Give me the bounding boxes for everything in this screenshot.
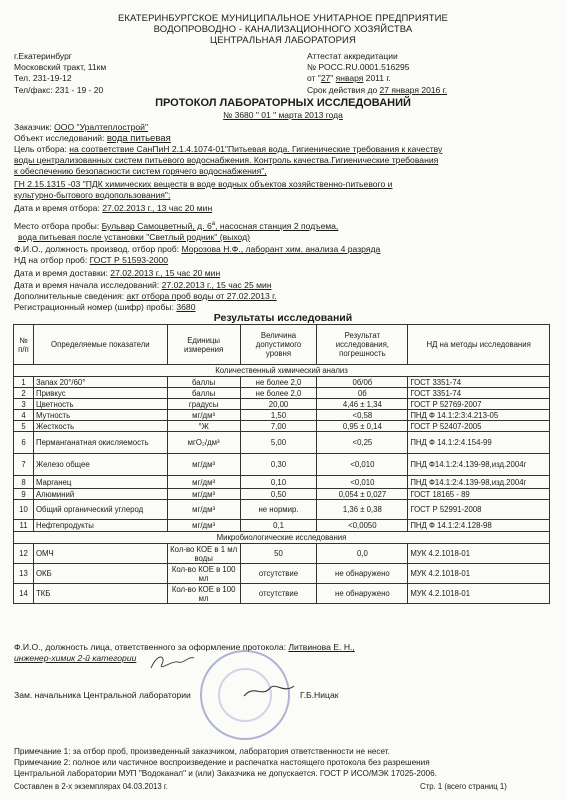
table-row [14,388,550,399]
extra-line: Дополнительные сведения: акт отбора проб воды от 27.02.2013 г. [14,291,277,301]
row-units: мг/дм³ [167,520,240,532]
responsible-signature [148,650,198,674]
row-num: 10 [14,500,34,520]
lab-name: ЦЕНТРАЛЬНАЯ ЛАБОРАТОРИЯ [210,35,356,46]
table-row [14,410,550,421]
section-micro: Микробиологические исследования [14,532,550,544]
col-num: № п/п [14,325,34,365]
row-method: ГОСТ Р 52769-2007 [408,399,550,410]
table-row [14,489,550,500]
row-num: 13 [14,564,34,584]
row-param: ТКБ [33,584,167,604]
results-title: Результаты исследований [213,312,353,324]
purpose-line-5: культурно-бытового водопользования"; [14,190,171,200]
row-method: ГОСТ 18165 - 89 [408,489,550,500]
row-units: мгО₂/дм³ [167,432,240,454]
row-units: Кол-во КОЕ в 100 мл [167,584,240,604]
copies-note: Составлен в 2-х экземплярах 04.03.2013 г. [14,782,168,791]
row-method: ГОСТ 3351-74 [408,377,550,388]
col-units: Единицы измерения [167,325,240,365]
row-result: 1,36 ± 0,38 [317,500,408,520]
responsible-position: инженер-химик 2-й категории [14,653,137,663]
accreditation-valid: Срок действия до 27 января 2016 г. [307,85,448,95]
row-param: Железо общее [33,454,167,476]
row-num: 14 [14,584,34,604]
row-param: Жесткость [33,421,167,432]
table-row [14,421,550,432]
row-units: Кол-во КОЕ в 100 мл [167,564,240,584]
row-units: баллы [167,377,240,388]
row-num: 6 [14,432,34,454]
row-result: <0,25 [317,432,408,454]
row-units: °Ж [167,421,240,432]
phone: Тел. 231-19-12 [14,73,72,83]
purpose-line-3: к обеспечению безопасности систем горячего водоснабжения", [14,166,267,176]
col-param: Определяемые показатели [33,325,167,365]
row-result: <0,010 [317,476,408,489]
table-row [14,500,550,520]
table-row [14,564,550,584]
col-result: Результат исследования, погрешность [317,325,408,365]
row-limit: 0,1 [240,520,317,532]
row-limit: 0,30 [240,454,317,476]
row-limit: 20,00 [240,399,317,410]
protocol-number: № 3680 " 01 " марта 2013 года [223,110,343,120]
row-num: 5 [14,421,34,432]
row-units: мг/дм³ [167,476,240,489]
accreditation-number: № РОСС.RU.0001.516295 [307,62,410,72]
row-limit: 5,00 [240,432,317,454]
row-units: мг/дм³ [167,454,240,476]
object-line: Объект исследований: вода питьевая [14,133,171,144]
org-subname: ВОДОПРОВОДНО - КАНАЛИЗАЦИОННОГО ХОЗЯЙСТВА [153,24,413,35]
row-num: 12 [14,544,34,564]
row-result: 0,054 ± 0,027 [317,489,408,500]
row-param: Марганец [33,476,167,489]
row-param: Привкус [33,388,167,399]
page-number: Стр. 1 (всего страниц 1) [420,782,507,791]
row-method: ГОСТ Р 52407-2005 [408,421,550,432]
purpose-line-1: Цель отбора: на соответствие СанПиН 2.1.4.1074-01"Питьевая вода. Гигиенические требования к качеству [14,144,443,154]
row-method: ПНД Ф14.1:2:4.139-98,изд.2004г [408,476,550,489]
row-param: Цветность [33,399,167,410]
row-limit: отсутствие [240,564,317,584]
city: г.Екатеринбург [14,51,72,61]
row-result: 0,95 ± 0,14 [317,421,408,432]
start-line: Дата и время начала исследований: 27.02.2013 г., 15 час 25 мин [14,280,272,290]
row-method: ГОСТ Р 52991-2008 [408,500,550,520]
section-chem: Количественный химический анализ [14,365,550,377]
row-units: мг/дм³ [167,500,240,520]
row-result: <0,010 [317,454,408,476]
row-param: ОМЧ [33,544,167,564]
org-name: ЕКАТЕРИНБУРГСКОЕ МУНИЦИПАЛЬНОЕ УНИТАРНОЕ ПРЕДПРИЯТИЕ [117,13,448,24]
row-limit: 7,00 [240,421,317,432]
row-result: 0б/0б [317,377,408,388]
sample-place-line-2: вода питьевая после установки "Светлый родник" (выход) [18,232,250,242]
row-method: МУК 4.2.1018-01 [408,544,550,564]
table-row [14,377,550,388]
row-num: 4 [14,410,34,421]
sample-datetime-line: Дата и время отбора: 27.02.2013 г., 13 час 20 мин [14,203,213,213]
row-result: не обнаружено [317,584,408,604]
row-units: мг/дм³ [167,489,240,500]
row-param: Мутность [33,410,167,421]
signoff-position: Зам. начальника Центральной лаборатории [14,690,191,700]
fax: Тел/факс: 231 - 19 - 20 [14,85,104,95]
note-1: Примечание 1: за отбор проб, произведенный заказчиком, лаборатория ответственности не несет. [14,747,390,756]
row-num: 7 [14,454,34,476]
row-method: ПНД Ф 14.1:2:4.128-98 [408,520,550,532]
note-3: Центральной лаборатории МУП "Водоканал" и (или) Заказчика не допускается. ГОСТ Р ИСО/МЭК 17025-2006. [14,769,437,778]
row-param: Общий органический углерод [33,500,167,520]
col-method: НД на методы исследования [408,325,550,365]
row-limit: не нормир. [240,500,317,520]
row-num: 1 [14,377,34,388]
reg-line: Регистрационный номер (шифр) пробы: 3680 [14,302,196,312]
purpose-line-4: ГН 2.15.1315 -03 "ПДК химических веществ в воде водных объектов хозяйственно-питьевого и [14,179,393,189]
row-result: 4,46 ± 1,34 [317,399,408,410]
customer-line: Заказчик: ООО "Уралтеплострой" [14,122,149,132]
row-limit: не более 2,0 [240,388,317,399]
table-row [14,476,550,489]
row-method: ПНД Ф 14.1:2:4.154-99 [408,432,550,454]
row-units: баллы [167,388,240,399]
protocol-title: ПРОТОКОЛ ЛАБОРАТОРНЫХ ИССЛЕДОВАНИЙ [155,97,411,109]
row-method: МУК 4.2.1018-01 [408,584,550,604]
street: Московский тракт, 11км [14,62,107,72]
sampler-line: Ф.И.О., должность производ. отбор проб: Морозова Н.Ф., лаборант хим. анализа 4 разряда [14,244,381,254]
row-units: Кол-во КОЕ в 1 мл воды [167,544,240,564]
row-method: МУК 4.2.1018-01 [408,564,550,584]
row-num: 8 [14,476,34,489]
row-param: ОКБ [33,564,167,584]
row-param: Запах 20°/60° [33,377,167,388]
row-param: Нефтепродукты [33,520,167,532]
table-row [14,399,550,410]
table-row [14,520,550,532]
table-row [14,544,550,564]
accreditation-title: Аттестат аккредитации [307,51,398,61]
responsible-line: Ф.И.О., должность лица, ответственного за оформление протокола: Литвинова Е. Н., [14,642,355,652]
table-row [14,454,550,476]
row-units: мг/дм³ [167,410,240,421]
row-param: Перманганатная окисляемость [33,432,167,454]
note-2: Примечание 2: полное или частичное воспроизведение и распечатка настоящего протокола без разрешения [14,758,430,767]
row-result: не обнаружено [317,564,408,584]
delivery-line: Дата и время доставки: 27.02.2013 г., 15 час 20 мин [14,268,221,278]
row-result: <0,0050 [317,520,408,532]
row-limit: 0,50 [240,489,317,500]
row-method: ГОСТ 3351-74 [408,388,550,399]
row-units: градусы [167,399,240,410]
row-num: 3 [14,399,34,410]
row-limit: 1,50 [240,410,317,421]
accreditation-from: от "27" января 2011 г. [307,73,391,83]
row-limit: отсутствие [240,584,317,604]
col-limit: Величина допустимого уровня [240,325,317,365]
row-num: 11 [14,520,34,532]
purpose-line-2: воды централизованных систем питьевого водоснабжения. Контроль качества.Гигиенические требования [14,155,439,165]
signoff-signature [240,680,298,702]
row-method: ПНД Ф 14.1:2:3:4.213-05 [408,410,550,421]
sample-place-line: Место отбора пробы: Бульвар Самоцветный, д. $6^а$, насосная станция 2 подъема, [14,220,339,231]
row-result: <0,58 [317,410,408,421]
row-num: 9 [14,489,34,500]
row-method: ПНД Ф14.1:2:4.139-98,изд.2004г [408,454,550,476]
table-row [14,584,550,604]
signoff-name: Г.Б.Ницак [300,690,339,700]
row-limit: 50 [240,544,317,564]
row-limit: 0,10 [240,476,317,489]
row-param: Алюминий [33,489,167,500]
sampling-nd-line: НД на отбор проб: ГОСТ Р 51593-2000 [14,255,169,265]
results-table [13,324,550,604]
row-limit: не более 2,0 [240,377,317,388]
row-num: 2 [14,388,34,399]
table-row [14,432,550,454]
row-result: 0,0 [317,544,408,564]
row-result: 0б [317,388,408,399]
